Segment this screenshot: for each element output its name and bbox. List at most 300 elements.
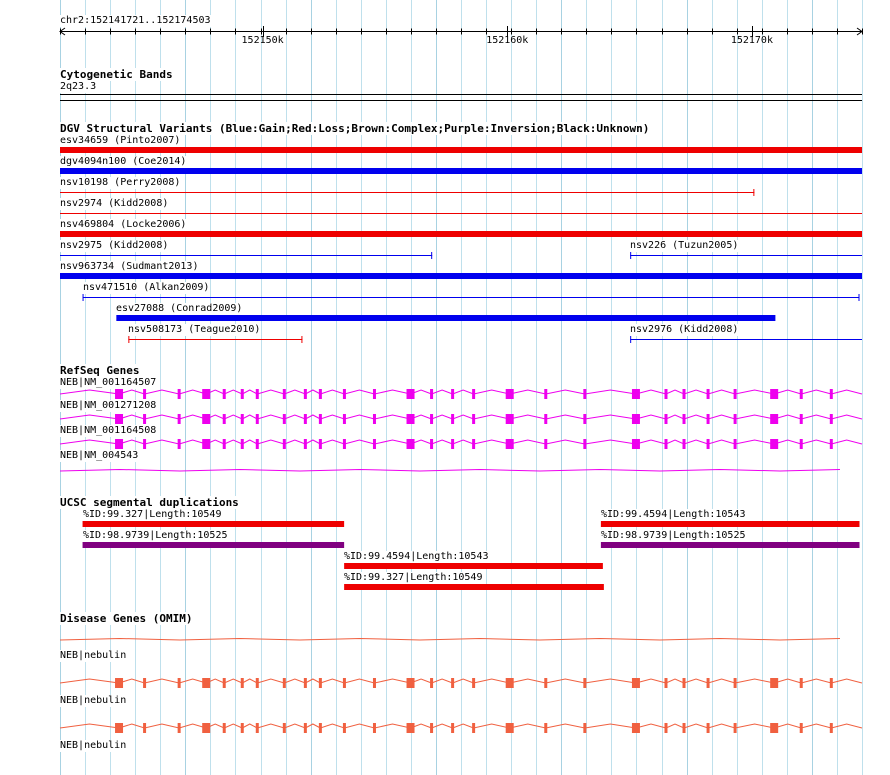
omim-gene-intron [666, 679, 684, 683]
refseq-transcript-intron [224, 440, 242, 444]
omim-gene-exon [304, 678, 307, 688]
refseq-transcript-exon [115, 389, 123, 399]
refseq-transcript-exon [800, 389, 803, 399]
omim-gene-exon [343, 678, 346, 688]
track-title-cytobands[interactable]: Cytogenetic Bands [60, 68, 173, 81]
omim-gene-exon [664, 723, 667, 733]
omim-gene-intron [684, 724, 708, 728]
omim-gene-intron [60, 724, 119, 728]
dgv-variant-label: nsv10198 (Perry2008) [60, 177, 181, 188]
omim-gene-intron [242, 724, 257, 728]
refseq-transcript-exon [506, 414, 514, 424]
omim-gene-intron [305, 679, 320, 683]
omim-gene-exon [304, 723, 307, 733]
refseq-transcript-intron [735, 415, 774, 419]
cytoband-label: 2q23.3 [60, 81, 97, 92]
refseq-transcript-exon [304, 439, 307, 449]
omim-gene-exon [583, 723, 586, 733]
refseq-transcript-intron [284, 415, 305, 419]
segdup-bar [601, 521, 860, 527]
omim-gene-exon [632, 678, 640, 688]
dgv-variant-label: nsv471510 (Alkan2009) [83, 282, 210, 293]
refseq-transcript-intron [735, 390, 774, 394]
refseq-transcript-intron [585, 415, 636, 419]
dgv-variant-feature[interactable] [0, 293, 890, 303]
refseq-transcript-intron [145, 440, 180, 444]
refseq-transcript-intron [684, 390, 708, 394]
refseq-transcript-exon [256, 439, 259, 449]
refseq-transcript-exon [472, 439, 475, 449]
refseq-transcript-intron [374, 440, 410, 444]
omim-gene-exon [506, 723, 514, 733]
omim-gene-exon [800, 678, 803, 688]
omim-gene-intron [801, 679, 831, 683]
dgv-variant-feature[interactable] [0, 251, 890, 261]
omim-gene-feature[interactable] [0, 630, 890, 646]
refseq-transcript-exon [373, 439, 376, 449]
dgv-variant-label: nsv2975 (Kidd2008) [60, 240, 169, 251]
omim-gene-exon [734, 723, 737, 733]
refseq-transcript-intron [774, 390, 801, 394]
refseq-transcript-intron [305, 415, 320, 419]
segdup-bar [344, 584, 604, 590]
dgv-variant-bar [60, 273, 862, 279]
refseq-transcript-exon [241, 414, 244, 424]
refseq-transcript-intron [666, 390, 684, 394]
refseq-transcript-exon [430, 414, 433, 424]
refseq-transcript-intron [224, 415, 242, 419]
omim-gene-exon [319, 678, 322, 688]
refseq-transcript-intron [684, 440, 708, 444]
omim-gene-exon [472, 678, 475, 688]
refseq-transcript-intron [284, 390, 305, 394]
omim-gene-exon [115, 723, 123, 733]
omim-gene-intron [284, 679, 305, 683]
refseq-transcript-intron [145, 415, 180, 419]
segdup-feature[interactable] [0, 520, 890, 528]
refseq-transcript-exon [407, 414, 415, 424]
refseq-transcript-exon [632, 439, 640, 449]
omim-gene-exon [407, 678, 415, 688]
omim-gene-intron [831, 679, 862, 683]
refseq-transcript-exon [407, 439, 415, 449]
refseq-transcript-intron [636, 415, 666, 419]
omim-gene-exon [451, 723, 454, 733]
refseq-transcript-exon [319, 389, 322, 399]
omim-gene-exon [830, 723, 833, 733]
refseq-transcript-exon [115, 414, 123, 424]
refseq-transcript-intron [801, 415, 831, 419]
omim-gene-intron [60, 679, 119, 683]
omim-gene-intron [735, 679, 774, 683]
omim-gene-exon [544, 723, 547, 733]
dgv-variant-label: nsv469804 (Locke2006) [60, 219, 187, 230]
dgv-variant-feature[interactable] [0, 335, 890, 345]
omim-gene-intron [453, 724, 474, 728]
omim-gene-exon [683, 723, 686, 733]
omim-gene-label: NEB|nebulin [60, 650, 127, 661]
refseq-transcript-exon [343, 439, 346, 449]
dgv-variant-bar [60, 147, 862, 153]
omim-gene-intron [684, 679, 708, 683]
refseq-transcript-intron [374, 415, 410, 419]
dgv-variant-feature[interactable] [0, 188, 890, 198]
omim-gene-exon [632, 723, 640, 733]
refseq-transcript-exon [223, 439, 226, 449]
refseq-transcript-exon [707, 389, 710, 399]
segdup-label: %ID:99.4594|Length:10543 [601, 509, 746, 520]
omim-gene-exon [734, 678, 737, 688]
refseq-transcript-intron [831, 390, 862, 394]
omim-gene-exon [202, 678, 210, 688]
omim-gene-exon [256, 678, 259, 688]
refseq-transcript-exon [583, 389, 586, 399]
omim-gene-exon [343, 723, 346, 733]
omim-gene-exon [202, 723, 210, 733]
omim-gene-intron [432, 724, 453, 728]
refseq-transcript-intron [708, 390, 735, 394]
refseq-transcript-exon [202, 439, 210, 449]
refseq-transcript-intron [432, 440, 453, 444]
omim-gene-exon [373, 723, 376, 733]
refseq-transcript-exon [707, 414, 710, 424]
omim-gene-exon [373, 678, 376, 688]
omim-gene-intron [432, 679, 453, 683]
refseq-transcript-exon [544, 389, 547, 399]
omim-gene-exon [770, 723, 778, 733]
refseq-transcript-exon [178, 439, 181, 449]
refseq-transcript-exon [830, 389, 833, 399]
omim-gene-intron [546, 679, 585, 683]
refseq-transcript-intron [666, 415, 684, 419]
refseq-transcript-intron [179, 415, 206, 419]
refseq-transcript-exon [632, 389, 640, 399]
refseq-transcript-intron [242, 415, 257, 419]
refseq-transcript-exon [664, 389, 667, 399]
omim-gene-intron [708, 679, 735, 683]
dgv-variant-bar [60, 231, 862, 237]
track-title-omim[interactable]: Disease Genes (OMIM) [60, 612, 193, 625]
refseq-transcript-exon [241, 439, 244, 449]
omim-gene-exon [241, 723, 244, 733]
omim-gene-intron [708, 724, 735, 728]
omim-gene-intron [585, 724, 636, 728]
refseq-transcript-exon [143, 414, 146, 424]
omim-gene-exon [430, 723, 433, 733]
refseq-transcript-intron [344, 440, 374, 444]
omim-gene-intron [374, 679, 410, 683]
refseq-transcript-label: NEB|NM_001164508 [60, 425, 157, 436]
omim-gene-exon [506, 678, 514, 688]
refseq-transcript-exon [734, 389, 737, 399]
dgv-variant-label: nsv2974 (Kidd2008) [60, 198, 169, 209]
refseq-transcript-intron [374, 390, 410, 394]
omim-gene-exon [407, 723, 415, 733]
omim-gene-exon [451, 678, 454, 688]
omim-gene-intron [546, 724, 585, 728]
refseq-transcript-exon [734, 439, 737, 449]
dgv-variant-feature[interactable] [0, 167, 890, 177]
refseq-transcript-intron [801, 390, 831, 394]
segdup-label: %ID:99.4594|Length:10543 [344, 551, 489, 562]
refseq-transcript-exon [283, 414, 286, 424]
refseq-transcript-intron [474, 415, 510, 419]
refseq-transcript-intron [257, 415, 284, 419]
omim-gene-intron [453, 679, 474, 683]
refseq-transcript-exon [223, 389, 226, 399]
refseq-transcript-intron [60, 440, 119, 444]
refseq-transcript-intron [305, 390, 320, 394]
refseq-transcript-exon [734, 414, 737, 424]
refseq-transcript-intron [831, 440, 862, 444]
refseq-transcript-exon [143, 389, 146, 399]
refseq-transcript-exon [319, 439, 322, 449]
refseq-transcript-exon [664, 439, 667, 449]
dgv-variant-feature[interactable] [0, 209, 890, 219]
refseq-transcript-exon [632, 414, 640, 424]
refseq-transcript-intron [636, 390, 666, 394]
dgv-variant-label: nsv2976 (Kidd2008) [630, 324, 739, 335]
omim-gene-label: NEB|nebulin [60, 695, 127, 706]
omim-gene-exon [544, 678, 547, 688]
omim-gene-exon [178, 723, 181, 733]
refseq-transcript-intron [510, 440, 546, 444]
refseq-transcript-exon [304, 414, 307, 424]
dgv-variant-bar [116, 315, 775, 321]
refseq-transcript-intron [474, 440, 510, 444]
refseq-transcript-intron [510, 415, 546, 419]
refseq-transcript-intron [774, 415, 801, 419]
omim-gene-intron-line [60, 639, 840, 641]
omim-gene-intron [774, 679, 801, 683]
refseq-transcript-feature[interactable] [0, 461, 890, 477]
omim-gene-intron [510, 724, 546, 728]
refseq-transcript-exon [800, 414, 803, 424]
refseq-transcript-intron [546, 415, 585, 419]
refseq-transcript-intron [320, 390, 344, 394]
refseq-transcript-intron [708, 415, 735, 419]
segdup-label: %ID:98.9739|Length:10525 [83, 530, 228, 541]
refseq-transcript-intron [831, 415, 862, 419]
refseq-transcript-intron [510, 390, 546, 394]
refseq-transcript-intron [684, 415, 708, 419]
refseq-transcript-exon [506, 439, 514, 449]
omim-gene-intron [145, 724, 180, 728]
refseq-transcript-exon [451, 439, 454, 449]
refseq-transcript-intron [801, 440, 831, 444]
refseq-transcript-intron-line [60, 470, 840, 472]
refseq-transcript-intron [735, 440, 774, 444]
omim-gene-intron [474, 679, 510, 683]
refseq-transcript-intron [60, 415, 119, 419]
omim-gene-exon [683, 678, 686, 688]
refseq-transcript-intron [257, 390, 284, 394]
refseq-transcript-exon [830, 439, 833, 449]
omim-gene-feature[interactable] [0, 675, 890, 691]
omim-gene-intron [474, 724, 510, 728]
omim-gene-intron [242, 679, 257, 683]
track-title-refseq[interactable]: RefSeq Genes [60, 364, 140, 377]
refseq-transcript-intron [546, 440, 585, 444]
refseq-transcript-exon [373, 414, 376, 424]
omim-gene-intron [257, 724, 284, 728]
segdup-bar [601, 542, 860, 548]
refseq-transcript-intron [224, 390, 242, 394]
omim-gene-intron [636, 679, 666, 683]
omim-gene-exon [830, 678, 833, 688]
ruler-range-label: chr2:152141721..152174503 [60, 15, 211, 26]
segdup-feature[interactable] [0, 562, 890, 570]
omim-gene-intron [179, 724, 206, 728]
refseq-transcript-exon [373, 389, 376, 399]
omim-gene-intron [636, 724, 666, 728]
refseq-transcript-intron [257, 440, 284, 444]
dgv-variant-bar [60, 168, 862, 174]
omim-gene-intron [224, 724, 242, 728]
dgv-variant-feature[interactable] [0, 146, 890, 156]
track-title-dgv[interactable]: DGV Structural Variants (Blue:Gain;Red:Loss;Brown:Complex;Purple:Inversion;Black:Unknown) [60, 122, 650, 135]
omim-gene-intron [510, 679, 546, 683]
refseq-transcript-intron [585, 390, 636, 394]
refseq-transcript-intron [636, 440, 666, 444]
dgv-variant-label: esv27088 (Conrad2009) [116, 303, 243, 314]
omim-gene-exon [283, 723, 286, 733]
refseq-transcript-exon [202, 389, 210, 399]
refseq-transcript-intron [284, 440, 305, 444]
refseq-transcript-exon [430, 389, 433, 399]
refseq-transcript-exon [223, 414, 226, 424]
dgv-variant-label: nsv508173 (Teague2010) [128, 324, 261, 335]
refseq-transcript-intron [453, 390, 474, 394]
refseq-transcript-exon [683, 414, 686, 424]
refseq-transcript-label: NEB|NM_001164507 [60, 377, 157, 388]
segdup-feature[interactable] [0, 583, 890, 591]
omim-gene-exon [707, 723, 710, 733]
refseq-transcript-intron [666, 440, 684, 444]
refseq-transcript-exon [283, 389, 286, 399]
ruler-tick-label: 152160k [486, 35, 529, 46]
omim-gene-exon [143, 723, 146, 733]
omim-gene-intron [224, 679, 242, 683]
segdup-bar [344, 563, 603, 569]
refseq-transcript-exon [506, 389, 514, 399]
omim-gene-exon [115, 678, 123, 688]
refseq-transcript-intron [60, 390, 119, 394]
refseq-transcript-exon [115, 439, 123, 449]
omim-gene-exon [583, 678, 586, 688]
omim-gene-exon [178, 678, 181, 688]
refseq-transcript-exon [800, 439, 803, 449]
refseq-transcript-intron [432, 390, 453, 394]
omim-gene-intron [320, 724, 344, 728]
dgv-variant-feature[interactable] [0, 314, 890, 324]
segdup-label: %ID:99.327|Length:10549 [83, 509, 222, 520]
segdup-label: %ID:98.9739|Length:10525 [601, 530, 746, 541]
omim-gene-exon [143, 678, 146, 688]
omim-gene-intron [735, 724, 774, 728]
refseq-transcript-exon [583, 439, 586, 449]
refseq-transcript-exon [770, 439, 778, 449]
refseq-transcript-exon [256, 414, 259, 424]
refseq-transcript-intron [474, 390, 510, 394]
refseq-transcript-exon [304, 389, 307, 399]
refseq-transcript-exon [407, 389, 415, 399]
omim-gene-exon [283, 678, 286, 688]
omim-gene-exon [241, 678, 244, 688]
refseq-transcript-exon [451, 389, 454, 399]
refseq-transcript-intron [242, 440, 257, 444]
omim-gene-exon [707, 678, 710, 688]
refseq-transcript-exon [683, 439, 686, 449]
dgv-variant-label: dgv4094n100 (Coe2014) [60, 156, 187, 167]
dgv-variant-feature[interactable] [0, 230, 890, 240]
refseq-transcript-intron [320, 440, 344, 444]
refseq-transcript-exon [583, 414, 586, 424]
cytoband-ideogram[interactable] [0, 92, 890, 104]
omim-gene-intron [284, 724, 305, 728]
dgv-variant-feature[interactable] [0, 272, 890, 282]
refseq-transcript-exon [283, 439, 286, 449]
ruler-tick-label: 152150k [241, 35, 284, 46]
refseq-transcript-exon [178, 389, 181, 399]
omim-gene-intron [179, 679, 206, 683]
omim-gene-intron [344, 679, 374, 683]
omim-gene-exon [223, 723, 226, 733]
refseq-transcript-intron [774, 440, 801, 444]
refseq-transcript-exon [770, 389, 778, 399]
refseq-transcript-intron [453, 415, 474, 419]
omim-gene-intron [774, 724, 801, 728]
segdup-feature[interactable] [0, 541, 890, 549]
refseq-transcript-exon [770, 414, 778, 424]
omim-gene-exon [319, 723, 322, 733]
refseq-transcript-intron [242, 390, 257, 394]
refseq-transcript-intron [432, 415, 453, 419]
refseq-transcript-intron [145, 390, 180, 394]
refseq-transcript-exon [544, 439, 547, 449]
omim-gene-intron [666, 724, 684, 728]
omim-gene-intron [801, 724, 831, 728]
omim-gene-exon [770, 678, 778, 688]
omim-gene-feature[interactable] [0, 720, 890, 736]
refseq-transcript-exon [683, 389, 686, 399]
track-title-segdups[interactable]: UCSC segmental duplications [60, 496, 239, 509]
refseq-transcript-exon [430, 439, 433, 449]
omim-gene-intron [344, 724, 374, 728]
refseq-transcript-intron [305, 440, 320, 444]
refseq-transcript-exon [707, 439, 710, 449]
omim-gene-intron [585, 679, 636, 683]
refseq-transcript-exon [178, 414, 181, 424]
omim-gene-exon [223, 678, 226, 688]
omim-gene-exon [472, 723, 475, 733]
refseq-transcript-exon [256, 389, 259, 399]
omim-gene-exon [256, 723, 259, 733]
refseq-transcript-intron [453, 440, 474, 444]
omim-gene-exon [430, 678, 433, 688]
omim-gene-intron [257, 679, 284, 683]
refseq-transcript-exon [664, 414, 667, 424]
omim-gene-label: NEB|nebulin [60, 740, 127, 751]
dgv-variant-label: nsv226 (Tuzun2005) [630, 240, 739, 251]
refseq-transcript-exon [319, 414, 322, 424]
refseq-transcript-exon [544, 414, 547, 424]
refseq-transcript-intron [546, 390, 585, 394]
dgv-variant-label: esv34659 (Pinto2007) [60, 135, 181, 146]
omim-gene-intron [320, 679, 344, 683]
refseq-transcript-label: NEB|NM_004543 [60, 450, 139, 461]
refseq-transcript-label: NEB|NM_001271208 [60, 400, 157, 411]
